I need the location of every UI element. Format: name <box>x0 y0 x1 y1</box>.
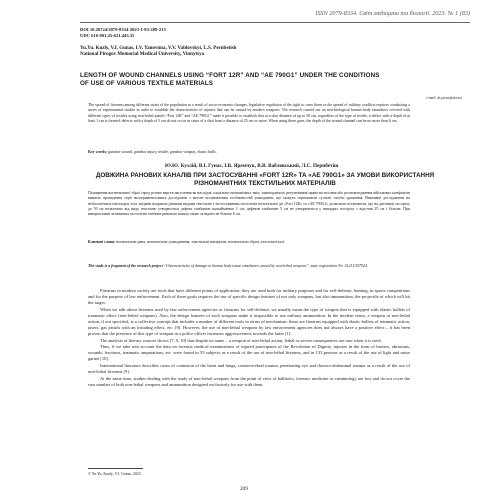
body-paragraph: International literature describes cases of contusion of the heart and lungs, craniocerebral trauma, penetrating eye and thoraco-abdominal trauma as a result of the use of non-lethal firearms [9]. <box>88 363 410 375</box>
author-affiliation: National Pirogov Memorial Medical University, Vinnytsya <box>80 52 205 58</box>
abstract-english: The spread of firearms among different strata of the population as a result of socio-economic changes, legislative regulation of the right to carry them or the spread of military conflicts requires conducting a series of experimental studies in order to establish the characteristics of injuries that can be caused by modern weapons. The research carried out on non-biological human body simulators covered with different types of textiles using non-lethal pistols “Fort 12R” and “AE 790G1” made it possible to establish that at a shot distance of up to 50 cm, regardless of the type of textile, a defect with a depth of at least 1 cm is formed; defects with a depth of 5 cm do not occur in cases of a shot from a distance of 25 cm or more. When using these guns, the depth of the wound channel can be no more than 6 cm. <box>88 103 410 123</box>
body-paragraph: Thus, if we take into account the data on forensic medical examinations of injured participants of the Revolution of Dignity, injuries in the form of bruises, abrasions, wounds, fractures, traumatic amputations, etc. were found in 55 subjects as a result of the use of non-lethal firearms, and in 133 persons as a result of the use of light and noise garnet [10]. <box>88 344 410 362</box>
copyright-notice: © Yu.Yu. Kuzly, V.I. Gunas, 2023 <box>88 472 141 476</box>
body-paragraph: At the same time, studies dealing with the study of non-lethal weapons from the point of view of ballistics, forensic medicine or criminology are few and do not cover the vast number of both non-lethal weapons and ammunition designed exclusively for use with them. <box>88 375 410 387</box>
fragment-state-registration: , state registration No. 0121U107924. <box>308 264 368 268</box>
header-divider <box>80 22 470 23</box>
journal-header: ISSN 2079-8334. Світ медицини та біології. 2023. № 1 (83) <box>315 10 470 17</box>
authors-ukrainian: Ю.Ю. Кузлій, В.І. Гунас, І.В. Яремчук, В.В. Вабловський, Л.С. Пернбетіш <box>165 163 339 169</box>
doi-line: DOI 10.26724/2079-8334-2023-1-83-209-213 <box>80 27 166 32</box>
body-paragraph: When we talk about firearms used by law enforcement agencies or firearms for self-defense, we usually mean the type of weapon that is equipped with elastic bullets of traumatic effect (non-lethal weapons). Also, the design features of such weapons make it impossible to use military ammunition. In the modern sense, a weapon of non-lethal action, if not specified, is a collective concept that includes a number of different tools in terms of mechanism: these are firearms equipped with elastic bullets of traumatic action, tasers, gas pistols with an irritating effect, etc. [9]. However, the use of non-lethal weapons by law enforcement agencies does not always have a positive effect – it has been proven that the presence of this type of weapon in a police officer increases aggressiveness towards the latter [1]. <box>88 306 410 336</box>
fragment-project-title: “Characteristics of damage to human body tissue simulators caused by non-lethal weapons” <box>163 264 309 268</box>
body-paragraph: Firearms in modern society are tools that have different points of application: they are used both for military purposes and for self-defense, hunting, in sports competitions and for the purpose of law enforcement. Each of these goals requires the use of specific design features of not only weapons, but also ammunition, the projectile of which will hit the target. <box>88 288 410 305</box>
keywords-text-ua: вогнепальне рана, вогнепальне ушкодження, текстильні матеріали, вогнепальна зброя, еластичні кулі. <box>116 240 286 244</box>
contact-email: e-mail: dr.yuras@ukr.net <box>426 96 462 100</box>
fragment-lead: The study is a fragment of the research project <box>88 264 163 268</box>
article-title-ukrainian: ДОВЖИНА РАНОВИХ КАНАЛІВ ПРИ ЗАСТОСУВАННІ «FORT 12R» ТА «AE 790G1» ЗА УМОВИ ВИКОРИСТАННЯ РІЗНОМАНІТНИХ ТЕКСТИЛЬНИХ МАТЕРІАЛІВ <box>95 172 435 187</box>
keywords-english <box>88 150 410 155</box>
keywords-label-en: Key words: <box>88 150 108 154</box>
abstract-ukrainian: Поширення вогнепальної зброї серед різних верств населення як наслідок соціально-економічних змін, законодавчого регулювання права на носіння або розповсюдження військових конфліктів вимагає проведення серії експериментальних досліджень з метою встановлення особливостей ушкоджень, що можуть спричинити сучасні засоби ураження. Виконане дослідження на небіологічних імітаторах тіла людини покритих різними видами текстилю з застосуванням пістолетів нелетальної дії «Fort 12R» та «AE 790G1» дозволило встановити, що на дистанції пострілу до 50 см незалежно від виду текстилю утворюється дефект глибиною щонайменше 1 см; дефекти глибиною 5 см не утворюються у випадках пострілу з відстані 25 см і більше. При використанні зазначених пістолетів глибина ранового каналу може складати не більше 6 см. <box>88 191 410 217</box>
author-names-en: Yu.Yu. Kuzly, V.I. Gunas, I.V. Yanovnna, V.V. Vablovskyi, L.S. Pernbetish <box>80 46 237 51</box>
authors-english <box>80 46 420 59</box>
page-number: 209 <box>240 486 248 492</box>
udc-line: UDC 616-001.45-621.443.35 <box>80 33 135 38</box>
article-body <box>88 288 410 389</box>
footnote-divider <box>88 468 143 469</box>
research-project-note <box>88 264 410 269</box>
keywords-label-ua: Ключові слова: <box>88 240 116 244</box>
keywords-ukrainian <box>88 240 410 245</box>
article-title-english: LENGTH OF WOUND CHANNELS USING “FORT 12R” AND “AE 790G1” UNDER THE CONDITIONS OF USE OF VARIOUS TEXTILE MATERIALS <box>80 72 380 87</box>
article-identifiers <box>80 27 166 39</box>
keywords-text-en: gunshot wound, gunshot injury, textile, gunshot weapon, elastic bulls. <box>108 150 217 154</box>
body-paragraph: The analysis of literary sources shows [7, 9, 10] that despite its name – a weapon of non-lethal action, lethal or severe consequences are rare when it is used. <box>100 337 382 343</box>
